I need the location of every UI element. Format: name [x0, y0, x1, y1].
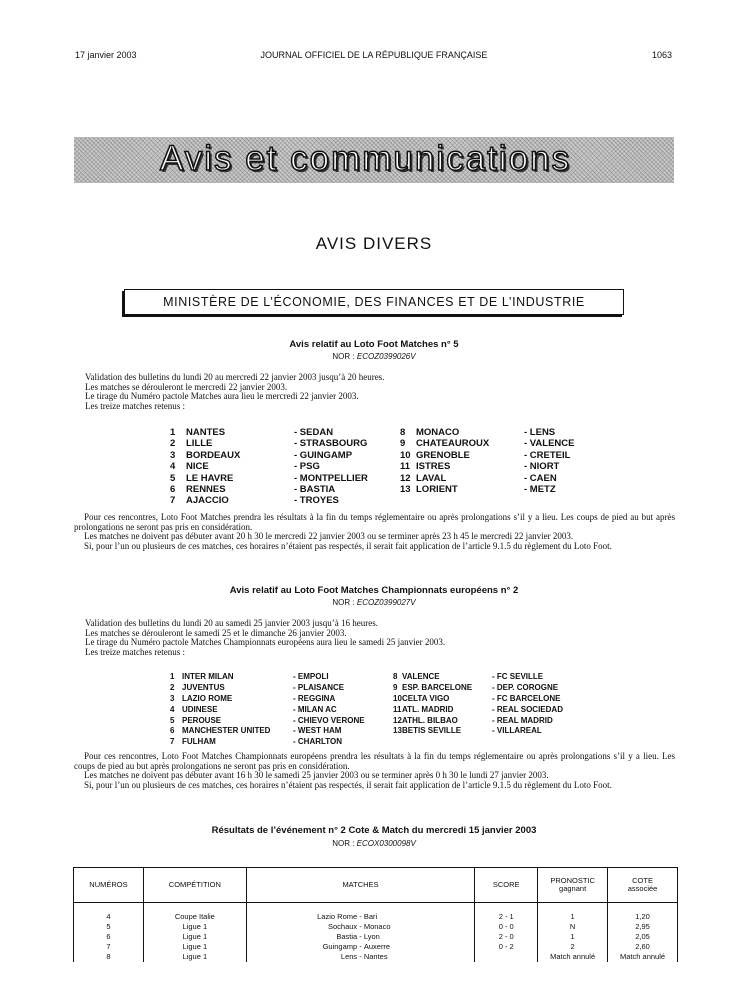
- match-away-team: Bari: [363, 912, 378, 921]
- cell-cote: 2,95: [608, 922, 678, 932]
- match-home: ISTRES: [416, 461, 451, 473]
- match-row: [0, 438, 748, 449]
- match-number: 5: [170, 715, 175, 725]
- rule-paragraph: Pour ces rencontres, Loto Foot Matches Championnats européens prendra les résultats à la fin du temps réglementaire ou après prolongations s’il y a lieu. Les coups de pied au but après prolongations ne seront pas pris en considération.: [74, 751, 675, 771]
- match-away: - MILAN AC: [293, 704, 337, 714]
- match-away: - GUINGAMP: [294, 449, 353, 461]
- col-header-matches: MATCHES: [246, 868, 475, 903]
- match-row: [0, 461, 748, 472]
- match-away: - FC SEVILLE: [492, 672, 544, 681]
- rule-paragraph: Les matches ne doivent pas débuter avant 20 h 30 le mercredi 22 janvier 2003 ou se terminer après 23 h 45 le mercredi 22 janvier 2003.: [84, 531, 574, 541]
- cell-numero: 8: [74, 952, 144, 962]
- match-number: 7: [170, 737, 175, 747]
- match-away-team: Monaco: [363, 922, 391, 931]
- section-title: AVIS DIVERS: [315, 234, 433, 253]
- match-home: LORIENT: [416, 483, 458, 495]
- cell-numero: 7: [74, 942, 144, 952]
- col-header-score: SCORE: [475, 868, 538, 903]
- match-number: 4: [170, 704, 175, 714]
- match-away: - CAEN: [524, 472, 557, 484]
- match-away: - EMPOLI: [293, 672, 329, 681]
- match-away: - VALENCE: [524, 438, 575, 450]
- nor-code: ECOX0300098V: [356, 839, 416, 848]
- cell-match: [246, 912, 475, 922]
- match-home-team: Guingamp: [322, 942, 358, 951]
- cell-match: [246, 952, 475, 962]
- ministry-box: MINISTÈRE DE L’ÉCONOMIE, DES FINANCES ET DE L’INDUSTRIE: [124, 289, 624, 315]
- match-number: 13: [393, 726, 402, 736]
- match-home: AJACCIO: [186, 495, 229, 507]
- intro-line: Les treize matches retenus :: [85, 400, 185, 411]
- results-title: Résultats de l’événement n° 2 Cote & Match du mercredi 15 janvier 2003: [211, 825, 537, 836]
- cell-score: 2 - 0: [475, 932, 538, 942]
- match-row: [0, 450, 748, 461]
- match-home: JUVENTUS: [182, 682, 225, 692]
- match-away: - STRASBOURG: [294, 438, 368, 450]
- match-home: GRENOBLE: [416, 449, 470, 461]
- match-number: 6: [170, 726, 175, 736]
- match-home: CELTA VIGO: [402, 693, 450, 703]
- match-away: - REGGINA: [293, 693, 336, 703]
- match-separator: -: [357, 942, 364, 951]
- cell-pronostic: 2: [538, 942, 608, 952]
- cell-score: 0 - 0: [475, 922, 538, 932]
- match-row: [0, 473, 748, 484]
- avis1-intro: [85, 373, 384, 411]
- match-away: - CHIEVO VERONE: [293, 715, 365, 725]
- match-number: 11: [400, 461, 411, 473]
- rule-paragraph: Si, pour l’un ou plusieurs de ces matches, ces horaires n’étaient pas respectés, il serait fait application de l’article 9.1.5 du règlement du Loto Foot.: [84, 540, 612, 551]
- cell-score: [475, 952, 538, 962]
- match-home: PEROUSE: [182, 715, 222, 725]
- cell-numero: 4: [74, 912, 144, 922]
- rule-paragraph: Pour ces rencontres, Loto Foot Matches prendra les résultats à la fin du temps réglementaire ou après prolongations s’il y a lieu. Les coups de pied au but après prolongations ne seront pas pris en considération.: [74, 512, 675, 532]
- match-separator: -: [357, 952, 364, 961]
- match-home: RENNES: [186, 483, 226, 495]
- cell-competition: Ligue 1: [143, 932, 246, 942]
- match-number: 13: [400, 483, 411, 495]
- cell-cote: 2,60: [608, 942, 678, 952]
- avis2-nor: [0, 598, 748, 607]
- match-number: 10: [400, 449, 411, 461]
- match-home: BORDEAUX: [186, 449, 241, 461]
- match-number: 9: [400, 438, 406, 450]
- cell-cote: 2,05: [608, 932, 678, 942]
- intro-line: Le tirage du Numéro pactole Matches aura lieu le mercredi 22 janvier 2003.: [85, 391, 359, 401]
- cell-cote: 1,20: [608, 912, 678, 922]
- match-number: 3: [170, 693, 175, 703]
- match-home-team: Sochaux: [327, 922, 358, 931]
- match-home: VALENCE: [402, 672, 440, 681]
- match-row: [0, 495, 748, 506]
- match-number: 2: [170, 438, 176, 450]
- cell-pronostic: 1: [538, 912, 608, 922]
- intro-line: Les treize matches retenus :: [85, 646, 185, 657]
- match-row: [0, 716, 748, 727]
- avis1-rules: [74, 513, 675, 551]
- nor-code: ECOZ0399027V: [356, 598, 416, 607]
- match-home: ATL. MADRID: [402, 704, 454, 714]
- match-away: - NIORT: [524, 461, 560, 473]
- intro-line: Les matches se dérouleront le samedi 25 et le dimanche 26 janvier 2003.: [85, 627, 347, 638]
- match-away: - CRETEIL: [524, 449, 571, 461]
- cell-pronostic: N: [538, 922, 608, 932]
- col-header-numeros: NUMÉROS: [74, 868, 144, 903]
- match-number: 1: [170, 672, 175, 681]
- intro-line: Validation des bulletins du lundi 20 au samedi 25 janvier 2003 jusqu’à 16 heures.: [85, 618, 378, 628]
- cell-match: [246, 922, 475, 932]
- match-row: [0, 737, 748, 748]
- nor-label: NOR :: [332, 839, 355, 848]
- results-table: [73, 867, 678, 962]
- cell-match: [246, 932, 475, 942]
- avis1-match-list: [0, 427, 748, 507]
- intro-line: Les matches se dérouleront le mercredi 22 janvier 2003.: [85, 381, 288, 392]
- match-number: 4: [170, 461, 176, 473]
- cell-score: 0 - 2: [475, 942, 538, 952]
- header-page-number: 1063: [651, 50, 672, 60]
- cell-score: 2 - 1: [475, 912, 538, 922]
- avis1-nor: [0, 352, 748, 361]
- cell-pronostic: Match annulé: [538, 952, 608, 962]
- match-home: MONACO: [416, 427, 460, 438]
- match-away: - SEDAN: [294, 427, 334, 438]
- col-header-cote: COTE associée: [608, 868, 678, 903]
- header-date: 17 janvier 2003: [75, 50, 137, 60]
- match-number: 10: [393, 693, 402, 703]
- match-row: [0, 726, 748, 737]
- cell-competition: Coupe Italie: [143, 912, 246, 922]
- match-number: 6: [170, 483, 176, 495]
- col-header-competition: COMPÉTITION: [143, 868, 246, 903]
- match-separator: -: [357, 912, 364, 921]
- rule-paragraph: Si, pour l’un ou plusieurs de ces matches, ces horaires n’étaient pas respectés, il serait fait application de l’article 9.1.5 du règlement du Loto Foot.: [84, 779, 612, 790]
- cell-competition: Ligue 1: [143, 922, 246, 932]
- col-header-pronostic: PRONOSTIC gagnant: [538, 868, 608, 903]
- match-separator: -: [357, 932, 364, 941]
- match-home: LILLE: [186, 438, 213, 450]
- match-number: 9: [393, 682, 398, 692]
- match-home: LAZIO ROME: [182, 693, 233, 703]
- match-row: [0, 683, 748, 694]
- cell-numero: 5: [74, 922, 144, 932]
- match-away: - MONTPELLIER: [294, 472, 368, 484]
- match-home: MANCHESTER UNITED: [182, 726, 271, 736]
- match-away: - LENS: [524, 427, 556, 438]
- match-away-team: Lyon: [363, 932, 380, 941]
- match-number: 8: [400, 427, 406, 438]
- rule-paragraph: Les matches ne doivent pas débuter avant 16 h 30 le samedi 25 janvier 2003 ou se terminer après 0 h 30 le lundi 27 janvier 2003.: [84, 770, 549, 780]
- match-number: 12: [393, 715, 402, 725]
- match-number: 3: [170, 449, 176, 461]
- match-number: 2: [170, 682, 175, 692]
- match-away: - TROYES: [294, 495, 339, 507]
- match-away: - WEST HAM: [293, 726, 342, 736]
- match-separator: -: [357, 922, 364, 931]
- results-nor: [0, 839, 748, 848]
- match-home-team: Lens: [340, 952, 358, 961]
- avis2-intro: [85, 619, 445, 657]
- match-number: 7: [170, 495, 176, 507]
- match-row: [0, 705, 748, 716]
- match-row: [0, 484, 748, 495]
- match-home: FULHAM: [182, 737, 216, 747]
- match-away: - CHARLTON: [293, 737, 343, 747]
- match-away-team: Nantes: [363, 952, 388, 961]
- avis2-match-list: [0, 672, 748, 748]
- match-home: LAVAL: [416, 472, 447, 484]
- match-away: - VILLAREAL: [492, 726, 542, 736]
- match-away: - METZ: [524, 483, 556, 495]
- match-row: [0, 694, 748, 705]
- match-away: - REAL SOCIEDAD: [492, 704, 563, 714]
- cell-competition: Ligue 1: [143, 952, 246, 962]
- match-home: NANTES: [186, 427, 226, 438]
- nor-label: NOR :: [332, 352, 355, 361]
- match-number: 8: [393, 672, 398, 681]
- table-row: [74, 932, 678, 942]
- table-row: [74, 952, 678, 962]
- avis2-rules: [74, 752, 675, 790]
- match-number: 5: [170, 472, 176, 484]
- intro-line: Le tirage du Numéro pactole Matches Championnats européens aura lieu le samedi 25 janvier 2003.: [85, 637, 446, 647]
- match-number: 1: [170, 427, 176, 438]
- match-away: - DEP. COROGNE: [492, 682, 559, 692]
- avis1-title: Avis relatif au Loto Foot Matches n° 5: [289, 339, 459, 350]
- cell-numero: 6: [74, 932, 144, 942]
- match-home-team: Bastia: [336, 932, 358, 941]
- match-home: BETIS SEVILLE: [402, 726, 462, 736]
- table-row: [74, 922, 678, 932]
- avis2-title: Avis relatif au Loto Foot Matches Championnats européens n° 2: [229, 585, 519, 596]
- match-home-team: Lazio Rome: [317, 912, 358, 921]
- match-home: LE HAVRE: [186, 472, 234, 484]
- match-row: [0, 672, 748, 683]
- match-home: ESP. BARCELONE: [402, 682, 473, 692]
- cell-pronostic: 1: [538, 932, 608, 942]
- match-home: NICE: [186, 461, 209, 473]
- match-home: CHATEAUROUX: [416, 438, 490, 450]
- table-header-row: [74, 868, 678, 903]
- match-home: INTER MILAN: [182, 672, 234, 681]
- match-away: - REAL MADRID: [492, 715, 553, 725]
- nor-label: NOR :: [332, 598, 355, 607]
- match-away-team: Auxerre: [363, 942, 391, 951]
- table-row: [74, 912, 678, 922]
- cell-cote: Match annulé: [608, 952, 678, 962]
- match-away: - BASTIA: [294, 483, 336, 495]
- section-banner: [74, 137, 674, 183]
- match-away: - PSG: [294, 461, 320, 473]
- match-away: - FC BARCELONE: [492, 693, 561, 703]
- match-home: UDINESE: [182, 704, 218, 714]
- match-number: 12: [400, 472, 411, 484]
- cell-match: [246, 942, 475, 952]
- header-journal: JOURNAL OFFICIEL DE LA RÉPUBLIQUE FRANÇAISE: [260, 50, 488, 60]
- match-home: ATHL. BILBAO: [402, 715, 458, 725]
- table-row: [74, 942, 678, 952]
- intro-line: Validation des bulletins du lundi 20 au mercredi 22 janvier 2003 jusqu’à 20 heures.: [85, 372, 385, 382]
- match-number: 11: [393, 704, 402, 714]
- match-away: - PLAISANCE: [293, 682, 345, 692]
- match-row: [0, 427, 748, 438]
- cell-competition: Ligue 1: [143, 942, 246, 952]
- nor-code: ECOZ0399026V: [356, 352, 416, 361]
- banner-title: Avis et communications: [160, 139, 572, 178]
